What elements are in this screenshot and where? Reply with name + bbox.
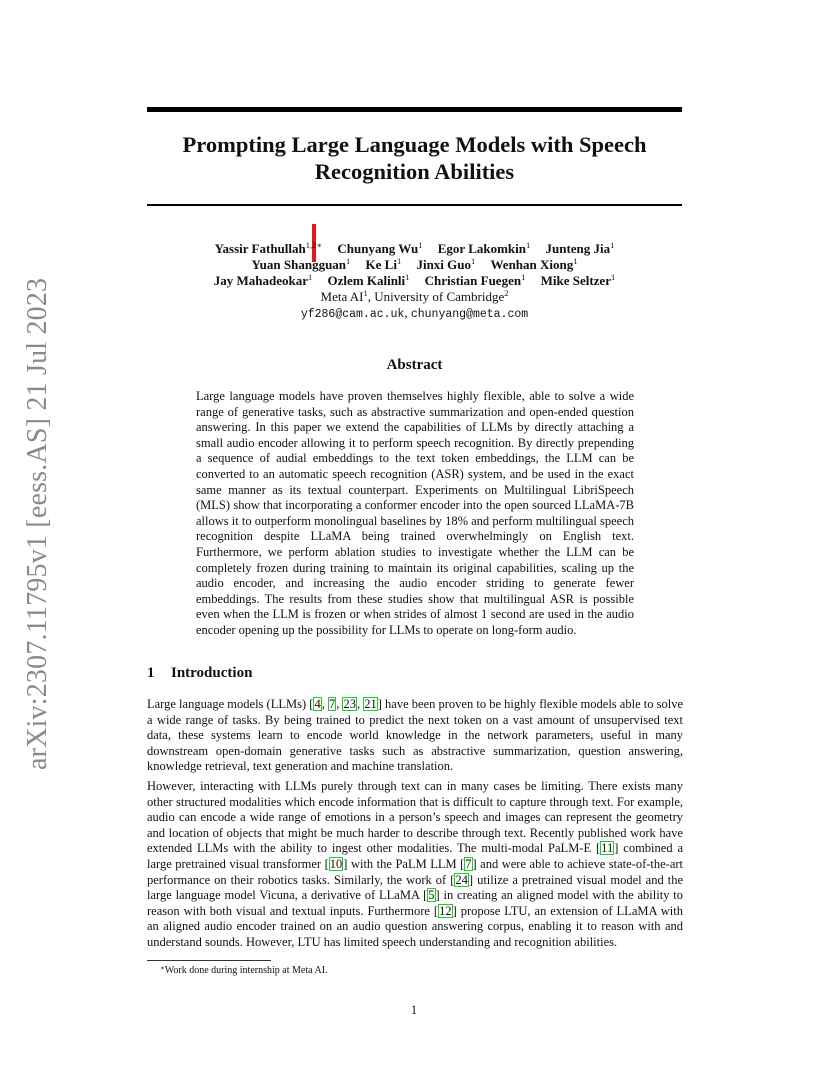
section-title: Introduction — [171, 665, 253, 681]
affiliation-mark: 1 — [526, 240, 531, 250]
paragraph-text: ] with the PaLM LLM [ — [343, 856, 465, 871]
author-name: Jay Mahadeokar — [213, 273, 309, 288]
affiliation-mark: 1 — [405, 272, 410, 282]
author-name: Wenhan Xiong — [490, 257, 574, 272]
separator: , — [367, 289, 375, 304]
paragraph-text: ] utilize a pretrained visual model and the large language model Vicuna, a derivative of LLaMA [ — [147, 872, 683, 903]
author-row — [147, 273, 682, 289]
abstract-heading: Abstract — [386, 357, 443, 373]
paragraph-text: ] combined a large pretrained visual transformer [ — [147, 841, 684, 871]
affiliation-mark: 1 — [418, 240, 423, 250]
citation-link[interactable]: 24 — [455, 872, 468, 887]
paragraph-text: ] in creating an aligned model with the ability to reason with both visual and textual inputs. Furthermore [ — [147, 888, 683, 918]
author-row — [147, 241, 682, 257]
citation-link[interactable]: 5 — [428, 888, 435, 903]
author-name: Ke Li — [365, 257, 397, 272]
author-name: Yassir Fathullah — [214, 241, 306, 256]
citation-link[interactable]: 21 — [364, 697, 377, 711]
citation-link[interactable]: 7 — [328, 697, 336, 711]
section-heading — [147, 665, 252, 682]
email-link[interactable]: chunyang@meta.com — [410, 308, 529, 321]
affiliation-name: Meta AI — [320, 289, 364, 304]
affiliation-mark: 1 — [471, 256, 476, 266]
paragraph-text: However, interacting with LLMs purely through text can in many cases be limiting. There exists many other structured modalities which encode information that is difficult to capture through text. For example, audio can encode a wide range of emotions in a person’s speech and images can represent the geometry and location of objects that might be much harder to describe through text. Recently published work have extended LLMs with the ability to ingest other modalities. The multi-modal PaLM-E [ — [147, 779, 683, 856]
author-name: Jinxi Guo — [416, 257, 472, 272]
citation-link[interactable]: 23 — [343, 697, 356, 711]
author-name: Mike Seltzer — [540, 273, 611, 288]
paragraph-text: Large language models (LLMs) [ — [147, 697, 314, 711]
affiliation-mark: 1 — [573, 256, 578, 266]
affiliation-mark: 1 — [308, 272, 313, 282]
author-name: Chunyang Wu — [337, 241, 419, 256]
affiliation-mark: 1,2∗ — [305, 240, 323, 250]
footnote-text: Work done during internship at Meta AI. — [164, 965, 328, 976]
email-link[interactable]: yf286@cam.ac.uk — [300, 308, 405, 321]
author-name: Ozlem Kalinli — [327, 273, 406, 288]
intro-paragraph-2 — [147, 779, 683, 951]
paper-title: Prompting Large Language Models with Speech Recognition Abilities — [182, 132, 647, 184]
affiliation-mark: 1 — [363, 288, 368, 298]
citation-link[interactable]: 12 — [439, 903, 452, 918]
affiliation-mark: 1 — [610, 240, 615, 250]
title-top-rule — [147, 107, 682, 112]
author-name: Junteng Jia — [545, 241, 611, 256]
affiliation-mark: 1 — [521, 272, 526, 282]
author-name: Egor Lakomkin — [437, 241, 526, 256]
paragraph-text: ] propose LTU, an extension of LLaMA with an aligned audio encoder trained on an audio question answering corpus, enabling it to reason with and understand sounds. However, LTU has limited speech understanding and recognition abilities. — [147, 903, 684, 949]
affiliation-mark: 1 — [346, 256, 351, 266]
separator: , — [404, 305, 411, 320]
citation-link[interactable]: 10 — [329, 856, 343, 871]
paragraph-text: ] and were able to achieve state-of-the-art performance on their robotics tasks. Similarly, the work of [ — [147, 856, 684, 887]
section-number: 1 — [147, 665, 155, 681]
author-row — [147, 257, 682, 273]
page-number: 1 — [410, 1003, 418, 1017]
affiliation-mark: 1 — [396, 256, 402, 266]
email-line — [147, 305, 682, 323]
title-bottom-rule — [147, 204, 682, 206]
separator: , — [356, 697, 364, 711]
author-name: Christian Fuegen — [424, 273, 522, 288]
paragraph-text: ] have been proven to be highly flexible models able to solve a wide range of tasks. By being trained to predict the next token on a vast amount of unsupervised text data, these systems learn to encode world knowledge in the network parameters, useful in many downstream open-domain generative tasks such as abstractive summarization, question answering, knowledge retrieval, text generation and machine translation. — [147, 697, 683, 774]
footnote — [160, 964, 328, 976]
citation-link[interactable]: 11 — [601, 841, 614, 856]
affiliation-line — [147, 289, 682, 305]
intro-paragraph-1 — [147, 697, 683, 775]
citation-link[interactable]: 4 — [314, 697, 321, 711]
author-name: Yuan Shangguan — [251, 257, 347, 272]
author-block — [147, 241, 682, 323]
citation-link[interactable]: 7 — [465, 856, 472, 871]
abstract-text: Large language models have proven themselves highly flexible, able to solve a wide range of generative tasks, such as abstractive summarization and open-ended question answering. In this paper we extend the capabilities of LLMs by directly attaching a small audio encoder allowing it to perform speech recognition. By directly prepending a sequence of audial embeddings to the text token embeddings, the LLM can be converted to an automatic speech recognition (ASR) system, and be used in the exact same manner as its textual counterpart. Experiments on Multilingual LibriSpeech (MLS) show that incorporating a conformer encoder into the open sourced LLaMA-7B allows it to outperform monolingual baselines by 18% and perform multilingual speech recognition despite LLaMA being trained overwhelmingly on English text. Furthermore, we perform ablation studies to investigate whether the LLM can be completely frozen during training to maintain its original capabilities, scaling up the audio encoder, and increasing the audio encoder striding to generate fewer embeddings. The results from these studies show that multilingual ASR is possible even when the LLM is frozen or when strides of almost 1 second are used in the audio encoder opening up the possibility for LLMs to operate on long-form audio. — [196, 389, 634, 637]
footnote-mark: ∗ — [160, 964, 165, 972]
footnote-rule — [147, 960, 271, 961]
arxiv-identifier: arXiv:2307.11795v1 [eess.AS] 21 Jul 2023 — [22, 277, 53, 770]
affiliation-mark: 2 — [504, 288, 509, 298]
affiliation-mark: 1 — [610, 272, 616, 282]
affiliation-name: University of Cambridge — [374, 289, 505, 304]
separator: , — [336, 697, 343, 711]
separator: , — [321, 697, 328, 711]
